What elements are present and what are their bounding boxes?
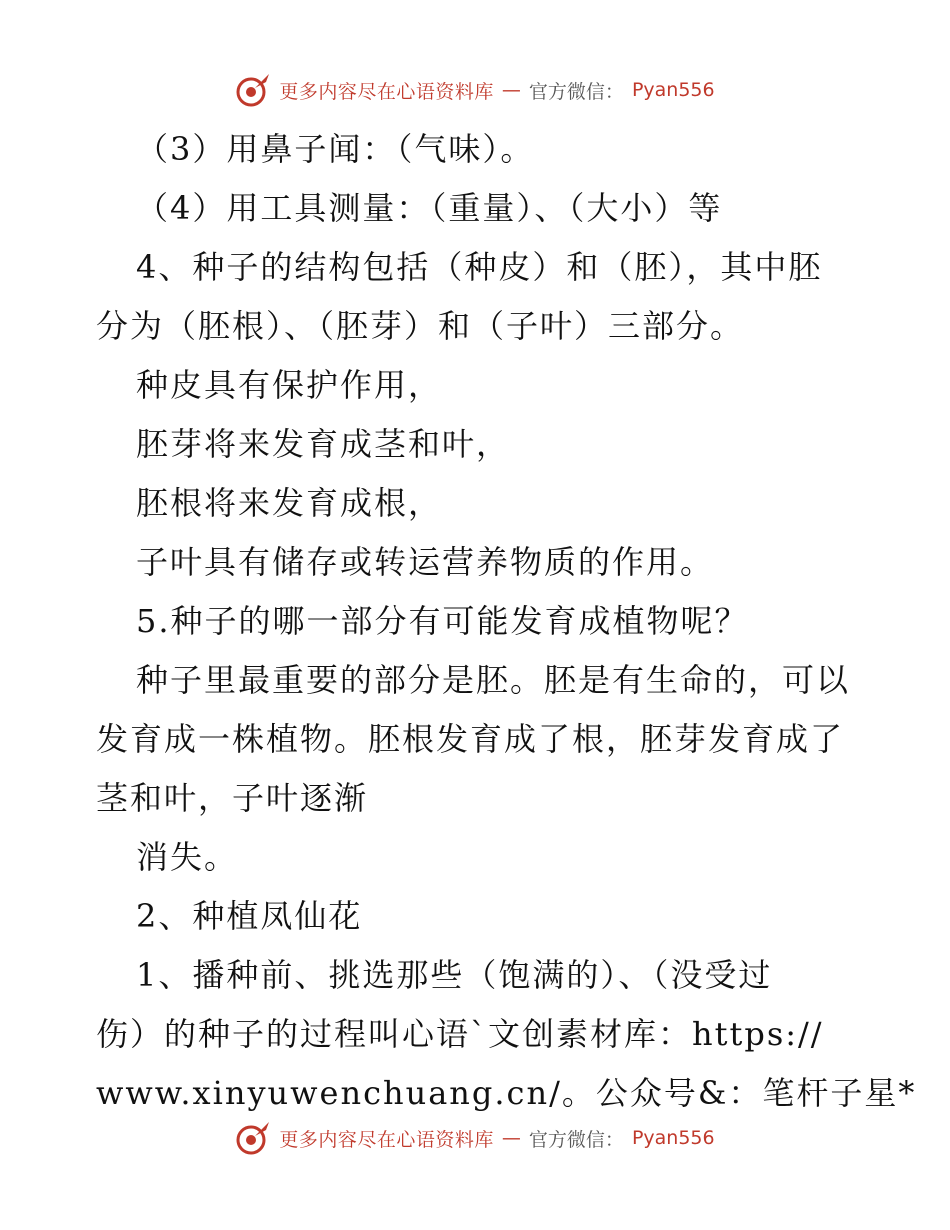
text-line-measure: （4）用工具测量：（重量）、（大小）等 bbox=[136, 189, 723, 227]
header-dash: — bbox=[501, 79, 521, 101]
text-line-answer-3: 茎和叶，子叶逐渐 bbox=[96, 779, 369, 817]
text-line-radicle: 胚根将来发育成根， bbox=[136, 484, 443, 522]
quill-logo-icon bbox=[235, 72, 271, 108]
footer-official-label: 官方微信： bbox=[528, 1128, 624, 1151]
page-footer bbox=[0, 1118, 950, 1158]
text-line-sowing-2: 伤）的种子的过程叫心语`文创素材库：https:// bbox=[96, 1015, 824, 1053]
text-line-answer-2: 发育成一株植物。胚根发育成了根，胚芽发育成了 bbox=[96, 720, 845, 758]
text-line-cotyledon: 子叶具有储存或转运营养物质的作用。 bbox=[136, 543, 715, 581]
text-line-question-5: 5.种子的哪一部分有可能发育成植物呢？ bbox=[136, 602, 749, 640]
text-line-answer-4: 消失。 bbox=[136, 838, 239, 876]
header-brand-text: 更多内容尽在心语资料库 bbox=[279, 80, 494, 103]
text-line-seed-structure: 4、种子的结构包括（种皮）和（胚），其中胚 bbox=[136, 248, 823, 286]
text-line-sowing-1: 1、播种前、挑选那些（饱满的）、（没受过 bbox=[136, 956, 773, 994]
page-header bbox=[0, 70, 950, 110]
text-line-sowing-3: www.xinyuwenchuang.cn/。公众号&：笔杆子星* bbox=[96, 1074, 917, 1112]
section-heading-planting: 2、种植凤仙花 bbox=[136, 897, 363, 935]
text-line-answer-1: 种子里最重要的部分是胚。胚是有生命的，可以 bbox=[136, 661, 851, 699]
text-line-plumule: 胚芽将来发育成茎和叶， bbox=[136, 425, 511, 463]
footer-dash: — bbox=[501, 1127, 521, 1149]
document-body bbox=[96, 120, 917, 1123]
footer-brand-text: 更多内容尽在心语资料库 bbox=[279, 1128, 494, 1151]
footer-wechat-id: Pyan556 bbox=[631, 1127, 715, 1149]
text-line-embryo-parts: 分为（胚根）、（胚芽）和（子叶）三部分。 bbox=[96, 307, 745, 345]
header-official-label: 官方微信： bbox=[528, 80, 624, 103]
header-wechat-id: Pyan556 bbox=[631, 79, 715, 101]
text-line-smell: （3）用鼻子闻：（气味）。 bbox=[136, 130, 535, 168]
text-line-seed-coat: 种皮具有保护作用， bbox=[136, 366, 443, 404]
quill-logo-icon bbox=[235, 1120, 271, 1156]
